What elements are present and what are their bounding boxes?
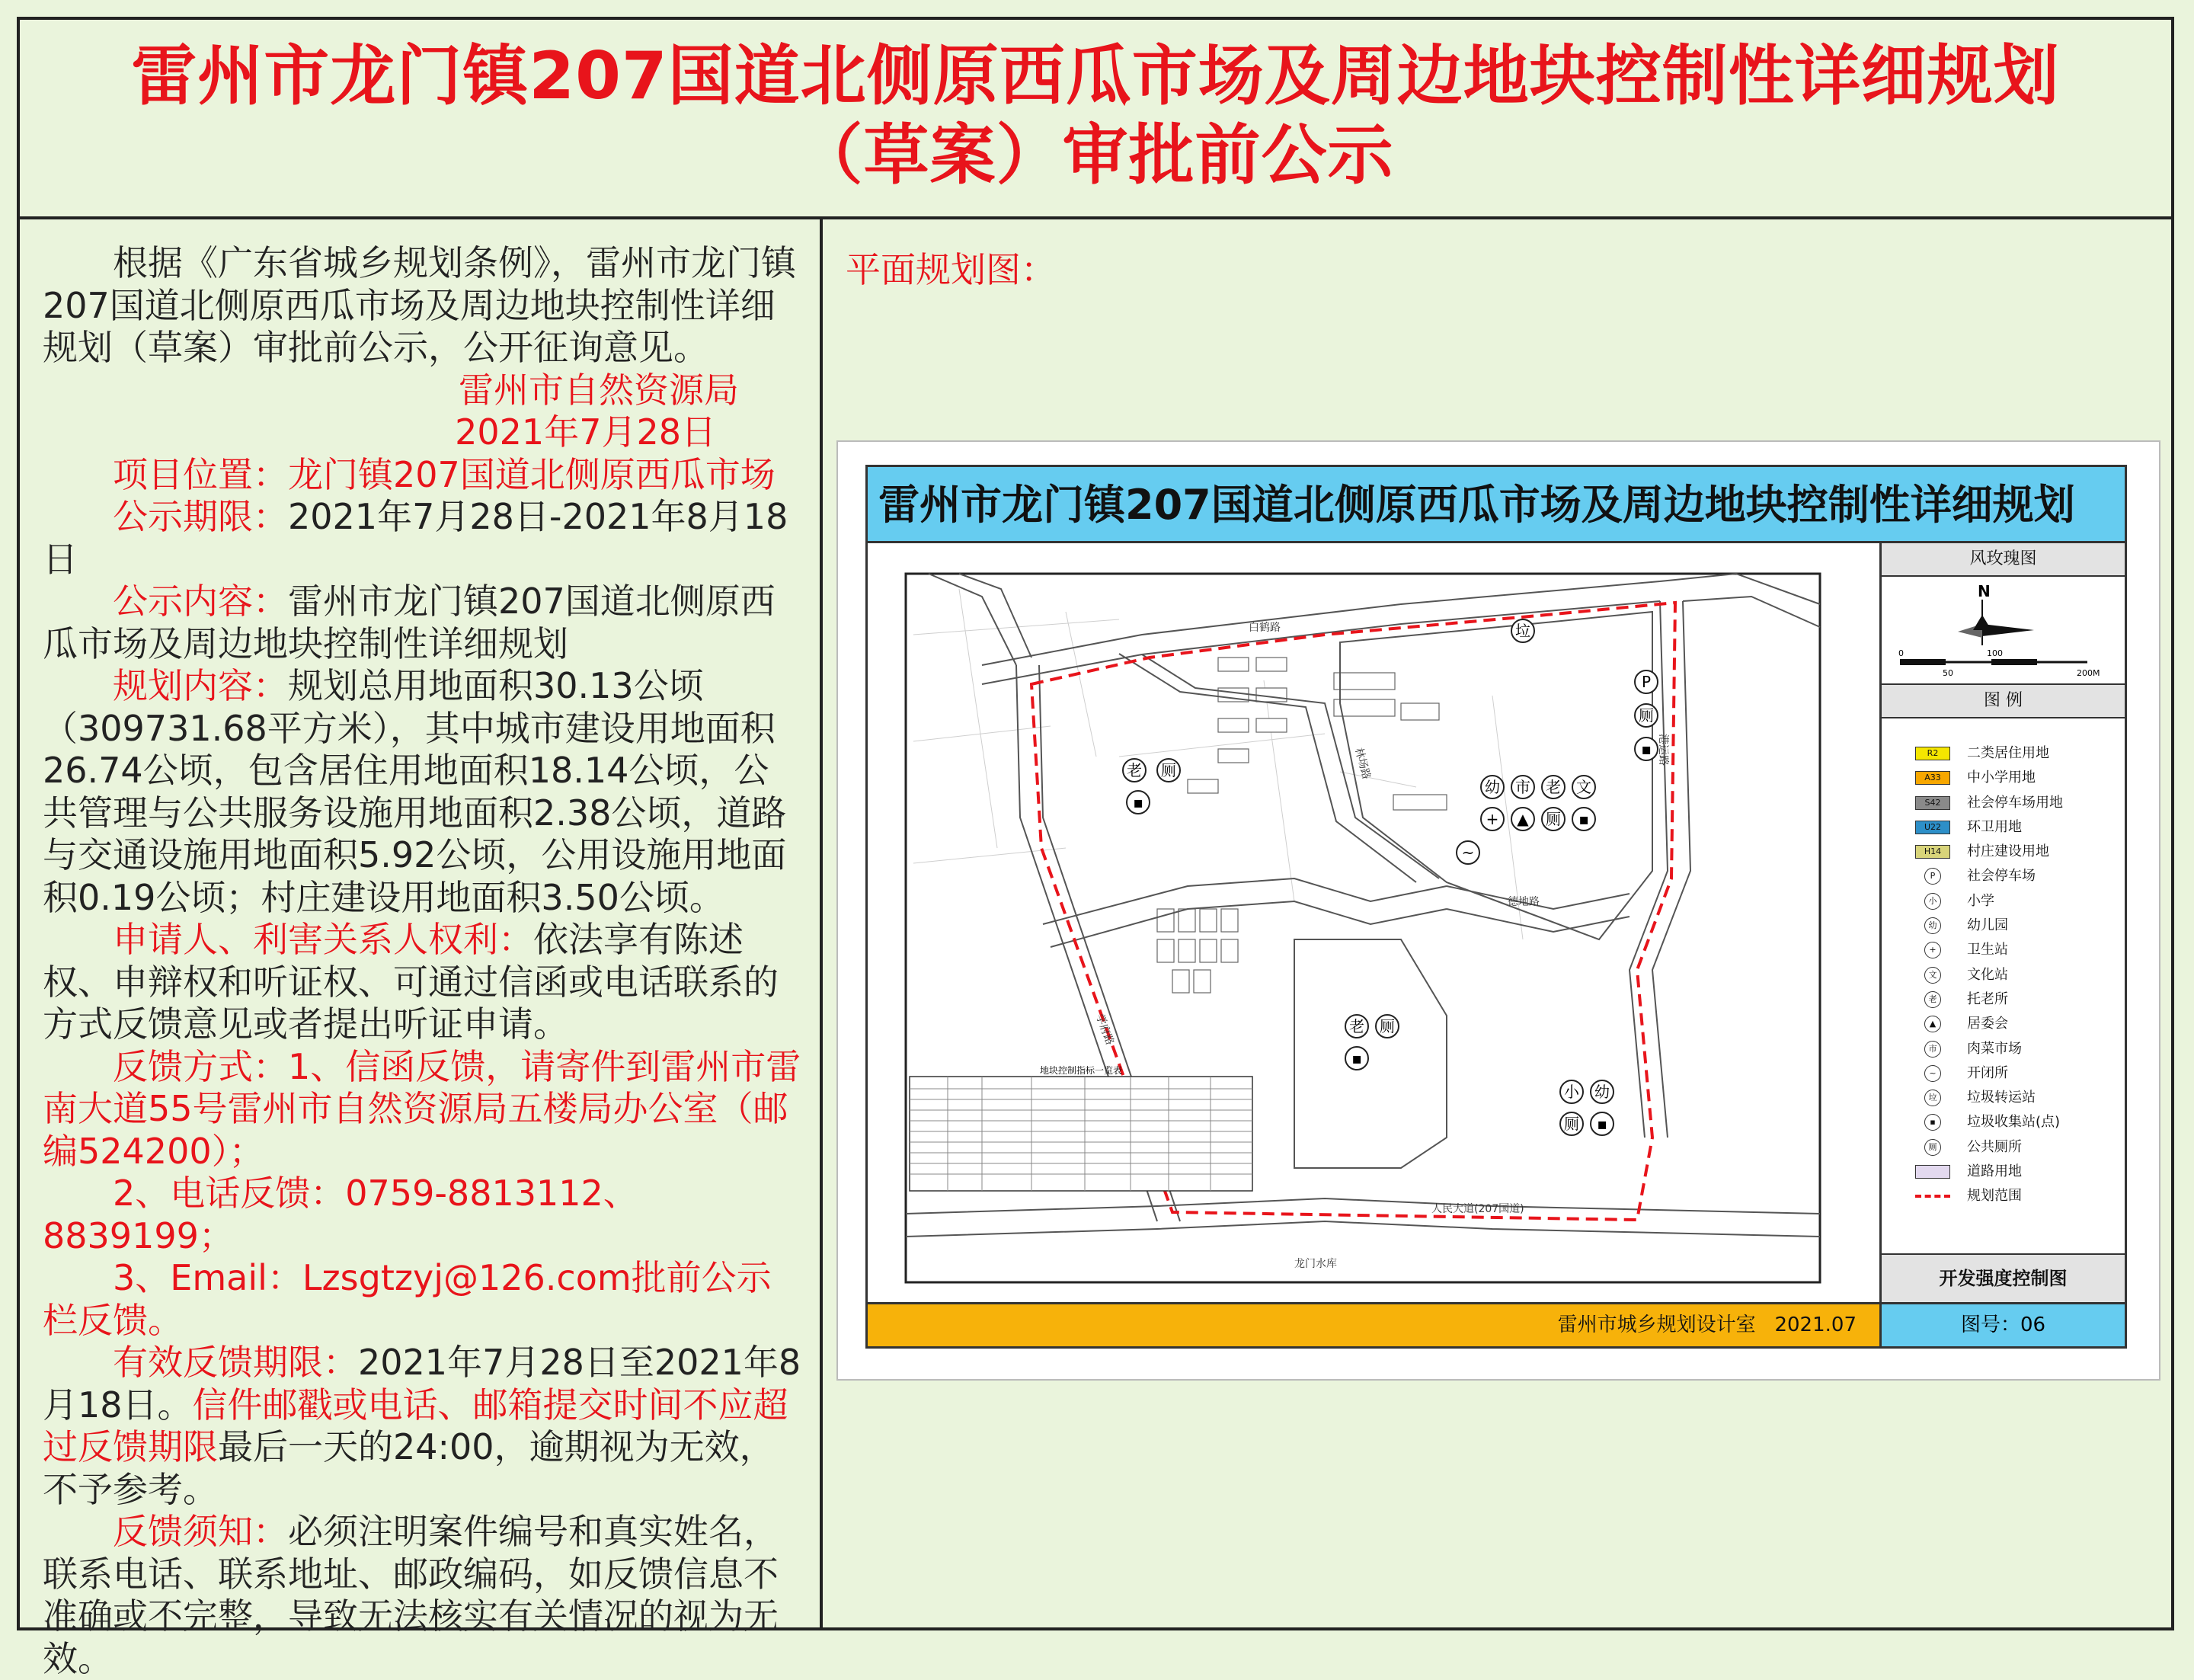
svg-text:▪: ▪	[1578, 810, 1589, 828]
clinic-icon: +	[1924, 942, 1941, 958]
svg-text:幼: 幼	[1594, 1083, 1610, 1101]
map-bottom-label: 龙门水库	[1294, 1258, 1337, 1270]
deadline-line	[43, 1342, 803, 1511]
legend-swatch-r2: R2	[1915, 747, 1950, 760]
plan-line	[43, 665, 803, 919]
rights-value: 依法享有陈述权、申辩权和听证权、可通过信函或电话联系的方式反馈意见或者提出听证申请。	[43, 919, 779, 1045]
legend-item: 小 小学	[1882, 889, 2125, 914]
boundary-swatch	[1915, 1195, 1950, 1198]
scale-tick-100: 100	[1987, 648, 2003, 658]
content-label: 公示内容：	[113, 581, 288, 622]
svg-text:厕: 厕	[1546, 810, 1561, 828]
legend-item: 规划范围	[1882, 1184, 2125, 1208]
legend-item: 幼 幼儿园	[1882, 914, 2125, 938]
rights-line	[43, 919, 803, 1046]
svg-text:文: 文	[1576, 778, 1591, 796]
legend-item: ▲ 居委会	[1882, 1012, 2125, 1036]
location-value: 龙门镇207国道北侧原西瓜市场	[288, 453, 776, 495]
plan-map-sheet	[836, 440, 2160, 1381]
map-heading: 雷州市龙门镇207国道北侧原西瓜市场及周边地块控制性详细规划	[868, 467, 2125, 543]
compass-title: 风玫瑰图	[1882, 543, 2125, 577]
svg-text:老: 老	[1127, 761, 1142, 779]
control-table-title: 地块控制指标一览表	[1039, 1065, 1123, 1076]
legend-item: P 社会停车场	[1882, 864, 2125, 888]
sheet-name: 开发强度控制图	[1882, 1253, 2125, 1302]
legend-swatch-a33: A33	[1915, 771, 1950, 785]
svg-text:厕: 厕	[1380, 1017, 1395, 1035]
legend-swatch-h14: H14	[1915, 845, 1950, 859]
wind-rose-svg	[1882, 577, 2124, 683]
sheet-number: 图号：06	[1879, 1302, 2125, 1346]
map-svg	[868, 543, 1879, 1302]
legend-swatch-s42: S42	[1915, 796, 1950, 810]
deadline-label: 有效反馈期限：	[113, 1342, 358, 1383]
svg-text:▪: ▪	[1133, 793, 1143, 811]
svg-text:▲: ▲	[1517, 810, 1529, 828]
parking-icon: P	[1924, 868, 1941, 885]
svg-text:小: 小	[1564, 1083, 1579, 1101]
garbage-point-icon: ▪	[1924, 1114, 1941, 1131]
garbage-transfer-icon: 垃	[1924, 1090, 1941, 1106]
road-label-middle: 林场路	[1352, 746, 1373, 781]
svg-text:市: 市	[1515, 778, 1530, 796]
map-drawing	[868, 543, 1879, 1302]
design-date: 2021.07	[1774, 1314, 1857, 1336]
legend-item: 厕 公共厕所	[1882, 1135, 2125, 1160]
scale-tick-200: 200M	[2077, 668, 2100, 678]
intro-paragraph: 根据《广东省城乡规划条例》，雷州市龙门镇207国道北侧原西瓜市场及周边地块控制性详细规划（草案）审批前公示，公开征询意见。	[43, 242, 796, 368]
legend-title: 图 例	[1882, 685, 2125, 718]
svg-text:▪: ▪	[1351, 1049, 1362, 1067]
rights-label: 申请人、利害关系人权利：	[113, 919, 533, 960]
legend-item: A33 中小学用地	[1882, 766, 2125, 790]
switch-station-icon: ~	[1924, 1065, 1941, 1082]
plan-value: 规划总用地面积30.13公顷（309731.68平方米），其中城市建设用地面积26.74公顷，包含居住用地面积18.14公顷，公共管理与公共服务设施用地面积2.38公顷，道路与交通设施用地面积5.92公顷，公用设施用地面积0.19公顷；村庄建设用地面积3.50公顷。	[43, 665, 787, 918]
svg-text:老: 老	[1546, 778, 1561, 796]
page-title: 雷州市龙门镇207国道北侧原西瓜市场及周边地块控制性详细规划	[131, 38, 2060, 114]
svg-text:▪: ▪	[1597, 1115, 1607, 1133]
legend-item: S42 社会停车场用地	[1882, 791, 2125, 815]
road-label-east: 港运路	[1657, 734, 1669, 766]
legend-item: ▪ 垃圾收集站(点)	[1882, 1110, 2125, 1134]
feedback-label: 反馈方式：	[113, 1045, 288, 1087]
road-label-inner: 德地路	[1508, 896, 1540, 908]
svg-text:+: +	[1486, 810, 1499, 828]
svg-text:▪: ▪	[1641, 740, 1652, 758]
page-subtitle: （草案）审批前公示	[797, 117, 1394, 194]
period-value: 2021年7月28日-2021年8月18日	[43, 496, 788, 580]
kindergarten-icon: 幼	[1924, 917, 1941, 934]
svg-text:厕: 厕	[1564, 1115, 1579, 1133]
sign-date: 2021年7月28日	[455, 411, 716, 453]
svg-text:老: 老	[1349, 1017, 1364, 1035]
legend-item: R2 二类居住用地	[1882, 741, 2125, 766]
compass-area	[1882, 577, 2125, 685]
feedback-mail: 1、信函反馈，请寄件到雷州市雷南大道55号雷州市自然资源局五楼局办公室（邮编524200）；	[43, 1045, 801, 1172]
road-label-north: 白鹤路	[1249, 622, 1281, 634]
notice-frame	[17, 17, 2174, 1679]
svg-text:~: ~	[1461, 843, 1475, 862]
primary-school-icon: 小	[1924, 893, 1941, 910]
map-legend-panel	[1879, 543, 2125, 1302]
deadline-red: 信件邮戳或电话、邮箱提交时间不应超过反馈期限	[43, 1384, 788, 1467]
notes-line	[43, 1511, 803, 1680]
plan-map-column	[823, 219, 2174, 1630]
svg-text:厕: 厕	[1639, 706, 1654, 725]
map-footer	[868, 1302, 1879, 1346]
committee-icon: ▲	[1924, 1016, 1941, 1032]
notice-text-column	[20, 219, 823, 1679]
road-label-south: 人民大道(207国道)	[1431, 1203, 1524, 1215]
road-land-swatch	[1915, 1165, 1950, 1179]
legend-swatch-u22: U22	[1915, 821, 1950, 834]
period-label: 公示期限：	[113, 496, 288, 537]
title-banner	[20, 20, 2171, 219]
market-icon: 市	[1924, 1041, 1941, 1058]
legend-item: 文 文化站	[1882, 963, 2125, 987]
legend-item: + 卫生站	[1882, 938, 2125, 962]
legend-item: H14 村庄建设用地	[1882, 840, 2125, 864]
svg-text:厕: 厕	[1161, 761, 1176, 779]
scale-tick-0: 0	[1898, 648, 1904, 658]
notes-value: 必须注明案件编号和真实姓名，联系电话、联系地址、邮政编码，如反馈信息不准确或不完整，导致无法核实有关情况的视为无效。	[43, 1511, 779, 1679]
feedback-email: 3、Email：Lzsgtzyj@126.com批前公示栏反馈。	[43, 1257, 772, 1341]
legend-item: 道路用地	[1882, 1160, 2125, 1184]
signer: 雷州市自然资源局	[459, 369, 739, 411]
location-label: 项目位置：	[113, 453, 288, 495]
feedback-phone: 2、电话反馈：0759-8813112、8839199；	[43, 1173, 638, 1256]
north-label: N	[1978, 582, 1991, 600]
scale-tick-50: 50	[1943, 668, 1953, 678]
legend-item: U22 环卫用地	[1882, 815, 2125, 840]
notes-label: 反馈须知：	[113, 1511, 288, 1552]
legend-item: 老 托老所	[1882, 987, 2125, 1012]
content-value: 雷州市龙门镇207国道北侧原西瓜市场及周边地块控制性详细规划	[43, 581, 776, 664]
road-label-west: 学府路	[1093, 1012, 1116, 1047]
svg-text:垃: 垃	[1515, 622, 1530, 640]
content-line	[43, 581, 803, 665]
svg-text:P: P	[1641, 673, 1652, 691]
culture-station-icon: 文	[1924, 967, 1941, 984]
deadline-value: 2021年7月28日至2021年8月18日。	[43, 1342, 801, 1426]
legend-item: 市 肉菜市场	[1882, 1037, 2125, 1061]
control-table	[910, 1064, 1252, 1191]
period-line	[43, 496, 803, 581]
location-line	[43, 454, 803, 497]
plan-map-label: 平面规划图：	[846, 249, 1056, 290]
svg-text:幼: 幼	[1485, 778, 1500, 796]
deadline-tail: 最后一天的24:00，逾期视为无效，不予参考。	[43, 1426, 775, 1510]
plan-map-frame	[865, 465, 2127, 1349]
toilet-icon: 厕	[1924, 1139, 1941, 1156]
legend-item: ~ 开闭所	[1882, 1061, 2125, 1086]
designer: 雷州市城乡规划设计室	[1557, 1314, 1756, 1336]
legend-item: 垃 垃圾转运站	[1882, 1086, 2125, 1110]
plan-label: 规划内容：	[113, 665, 288, 706]
elderly-care-icon: 老	[1924, 991, 1941, 1008]
feedback-line-1	[43, 1046, 803, 1173]
